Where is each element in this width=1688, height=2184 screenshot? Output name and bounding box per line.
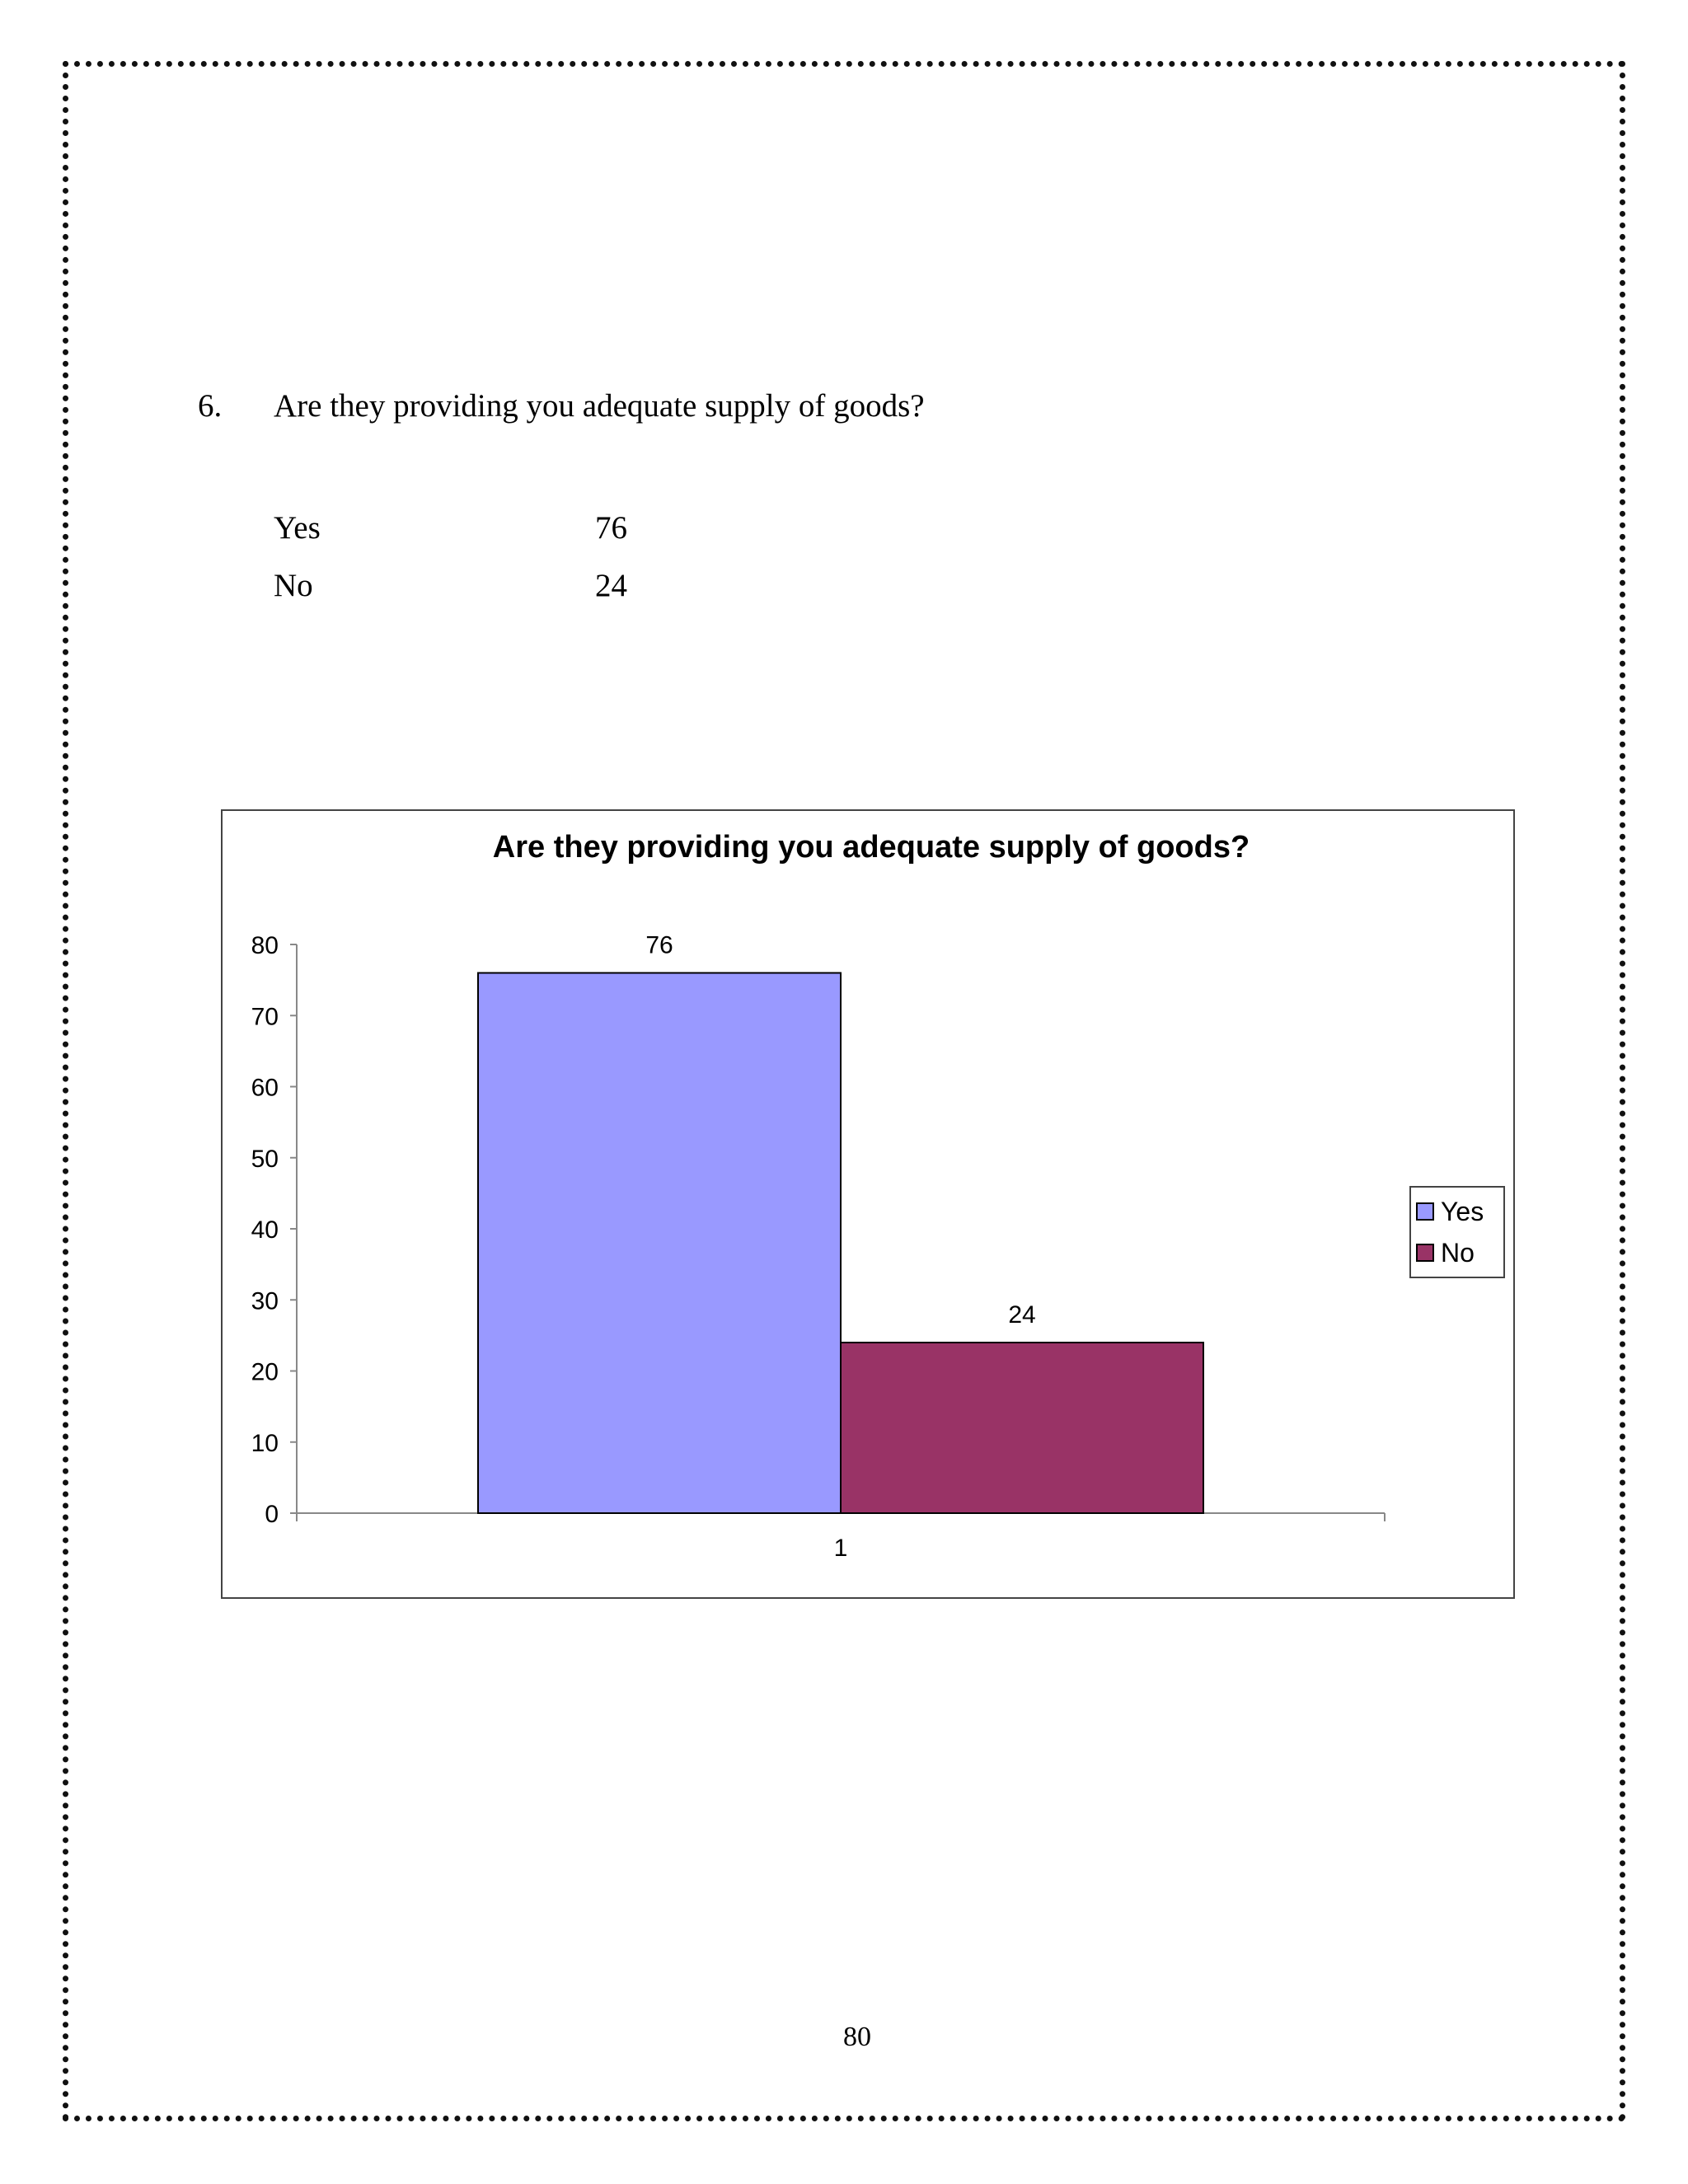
y-tick-label: 50 <box>251 1145 279 1173</box>
x-tick-label: 1 <box>833 1535 848 1562</box>
bar-no <box>841 1343 1203 1513</box>
page-number: 80 <box>843 2022 871 2052</box>
data-label: 24 <box>1008 1301 1036 1329</box>
y-tick-label: 40 <box>251 1216 279 1244</box>
y-tick-label: 20 <box>251 1358 279 1386</box>
y-tick-label: 30 <box>251 1287 279 1315</box>
answer-row-yes <box>274 499 627 556</box>
y-tick-label: 60 <box>251 1074 279 1102</box>
y-tick-label: 80 <box>251 932 279 959</box>
chart-legend <box>1409 1186 1505 1278</box>
legend-item-no <box>1416 1232 1498 1273</box>
chart-svg <box>223 811 1513 1597</box>
answer-label: Yes <box>274 509 321 546</box>
legend-label: No <box>1441 1237 1475 1268</box>
y-tick-label: 70 <box>251 1003 279 1031</box>
data-label: 76 <box>645 931 673 959</box>
legend-swatch-yes <box>1416 1202 1434 1221</box>
answer-label: No <box>274 567 313 603</box>
legend-label: Yes <box>1441 1196 1484 1226</box>
legend-item-yes <box>1416 1191 1498 1232</box>
question-text: Are they providing you adequate supply of goods? <box>274 388 925 424</box>
question <box>198 387 925 424</box>
chart-title: Are they providing you adequate supply of goods? <box>492 830 1250 865</box>
bar-chart <box>221 809 1515 1599</box>
legend-swatch-no <box>1416 1244 1434 1262</box>
y-tick-label: 0 <box>265 1501 279 1528</box>
answer-value: 76 <box>595 509 627 546</box>
bar-yes <box>478 973 841 1514</box>
chart-bars <box>478 932 1203 1514</box>
answer-row-no <box>274 556 627 614</box>
y-tick-label: 10 <box>251 1429 279 1457</box>
answer-value: 24 <box>595 567 627 603</box>
question-number: 6. <box>198 388 223 424</box>
answer-table <box>274 499 627 614</box>
